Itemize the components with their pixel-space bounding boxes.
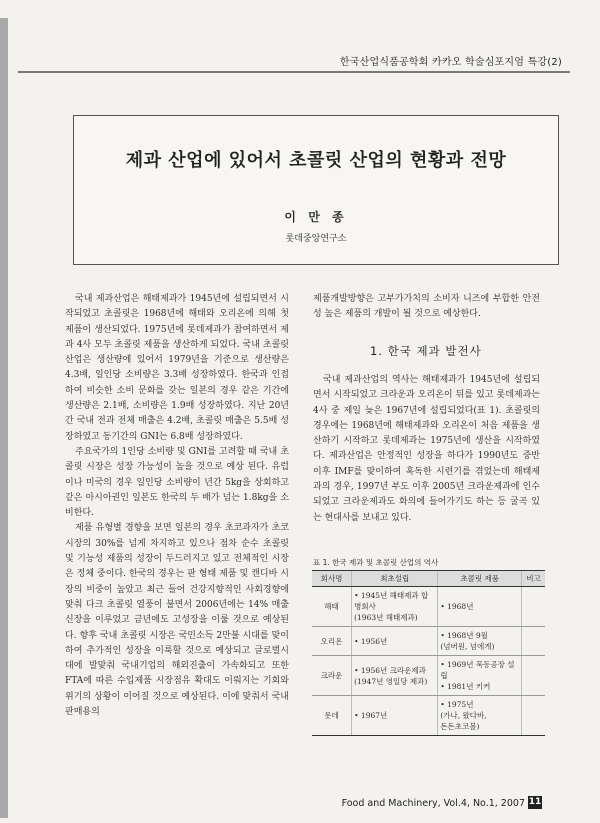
paragraph: 국내 제과산업은 해태제과가 1945년에 설립되면서 시작되었고 초콜릿은 1968년에 해태와 오리온에 의해 첫 제품이 생산되었다. 1975년에 롯데제과가 참여하면서 제과 4사 모두 초콜릿 제품을 생산하게 되었다. 국내 초콜릿 산업은 생산량에 있어서 1979년을 기준으로 생산량은 4.3배, 일인당 소비량은 3.3배 성장하였다. 한국과 인접하여 비슷한 소비 문화를 갖는 일본의 경우 같은 기간에 생산량은 2.1배, 소비량은 1.9배 성장하였다. 지난 20년간 국내 전과 전체 매출은 4.2배, 초콜릿 매출은 5.5배 성장하였고 동기간의 GNI는 6.8배 성장하였다. bbox=[65, 294, 289, 442]
table-cell-note bbox=[522, 587, 545, 627]
table-cell-founded: • 1945년 해태제과 합병회사 (1963년 해태제과) bbox=[352, 587, 438, 627]
table-row bbox=[312, 696, 545, 736]
paragraph: 국내 제과산업의 역사는 해태제과가 1945년에 설립되면서 시작되었고 크라운과 오리온이 뒤를 있고 롯데제과는 4사 중 제일 늦은 1967년에 설립되었다(표 1). 초콜릿의 경우에는 1968년에 해태제과와 오리온이 처음 제품을 생산하기 시작하고 롯데제과는 1975년에 생산을 시작하였다. 제과산업은 안정적인 성장을 하다가 1990년도 중반 이후 IMF를 맞이하여 혹독한 시련기를 겪었는데 해태제과의 경우, 1997년 부도 이후 2005년 크라운제과에 인수 되었고 크라운제과도 화의에 들어가기도 하는 등 굴곡 있는 현대사를 보내고 있다. bbox=[313, 375, 540, 523]
table-cell-chocolate: • 1975년 (가나, 왔다바, 돈돈초코볼) bbox=[438, 696, 522, 736]
table-cell-note bbox=[522, 656, 545, 696]
table-cell-company: 해태 bbox=[312, 587, 352, 627]
page-number: 11 bbox=[528, 797, 542, 807]
right-column-body bbox=[313, 373, 540, 526]
section-title: 1. 한국 제과 발전사 bbox=[370, 344, 482, 358]
running-header: 한국산업식품공학회 카카오 학술심포지엄 특강(2) bbox=[339, 57, 562, 68]
article-title: 제과 산업에 있어서 초콜릿 산업의 현황과 전망 bbox=[125, 150, 507, 171]
table-cell-company: 롯데 bbox=[312, 696, 352, 736]
table-cell-chocolate: • 1968년 bbox=[438, 587, 522, 627]
left-column bbox=[65, 292, 289, 720]
paragraph: 제품 유형별 경향을 보면 일본의 경우 초코과자가 초코시장의 30%를 넘게 차지하고 있으나 점차 순수 초콜릿 및 기능성 제품의 성장이 두드러지고 있고 전체적인 시장은 정체 중이다. 한국의 경우는 판 형태 제품 및 캔디바 시장의 비중이 높았고 최근 들어 건강지향적인 사회경향에 맞춰 다크 초콜릿 열풍이 불면서 2006년에는 14% 매출신장을 이루었고 금년에도 고성장을 이룰 것으로 예상된다. 향후 국내 초콜릿 시장은 국민소득 2만불 시대를 맞이하여 추가적인 성장을 이룩할 것으로 예상되고 글로벌시대에 발맞춰 국내기업의 해외진출이 가속화되고 또한 FTA에 따른 수입제품 시장점유 확대도 이뤄지는 기회와 위기의 상황이 이어질 것으로 예상된다. 이에 맞춰서 국내 판매용의 bbox=[65, 523, 289, 718]
table-header: 초콜릿 제품 bbox=[438, 571, 522, 587]
table-row bbox=[312, 656, 545, 696]
table-cell-company: 오리온 bbox=[312, 627, 352, 656]
table-header: 비고 bbox=[522, 571, 545, 587]
table-cell-founded: • 1967년 bbox=[352, 696, 438, 736]
table-row bbox=[312, 587, 545, 627]
table-cell-founded: • 1956년 크라운제과 (1947년 영일당 제과) bbox=[352, 656, 438, 696]
table-header: 최초설립 bbox=[352, 571, 438, 587]
table-cell-company: 크라운 bbox=[312, 656, 352, 696]
table-cell-chocolate: • 1969년 묵동공장 설립 • 1981년 키커 bbox=[438, 656, 522, 696]
paragraph: 제품개발방향은 고부가가치의 소비자 니즈에 부합한 안전성 높은 제품의 개발이 될 것으로 예상한다. bbox=[313, 294, 540, 320]
table-cell-chocolate: • 1968년 9월 (넘버원, 넘에게) bbox=[438, 627, 522, 656]
table-row bbox=[312, 627, 545, 656]
right-column-top bbox=[313, 292, 540, 323]
header-rule bbox=[18, 71, 570, 73]
journal-citation: Food and Machinery, Vol.4, No.1, 2007 bbox=[341, 798, 525, 809]
table-header: 회사명 bbox=[312, 571, 352, 587]
left-margin-bar bbox=[0, 18, 8, 818]
author-affiliation: 롯데중앙연구소 bbox=[285, 234, 347, 244]
table-cell-note bbox=[522, 627, 545, 656]
paragraph: 주요국가의 1인당 소비량 및 GNI를 고려할 때 국내 초콜릿 시장은 성장 가능성이 높을 것으로 예상 된다. 유럽이나 미국의 경우 일인당 소비량이 년간 5kg을 상회하고 같은 아시아권인 일본도 한국의 두 배가 넘는 1.8kg을 소비한다. bbox=[65, 446, 289, 519]
table-caption: 표 1. 한국 제과 및 초콜릿 산업의 역사 bbox=[313, 558, 439, 567]
author-name: 이 만 종 bbox=[284, 210, 348, 224]
table-cell-note bbox=[522, 696, 545, 736]
table-cell-founded: • 1956년 bbox=[352, 627, 438, 656]
title-box bbox=[73, 115, 559, 265]
history-table bbox=[312, 570, 545, 736]
